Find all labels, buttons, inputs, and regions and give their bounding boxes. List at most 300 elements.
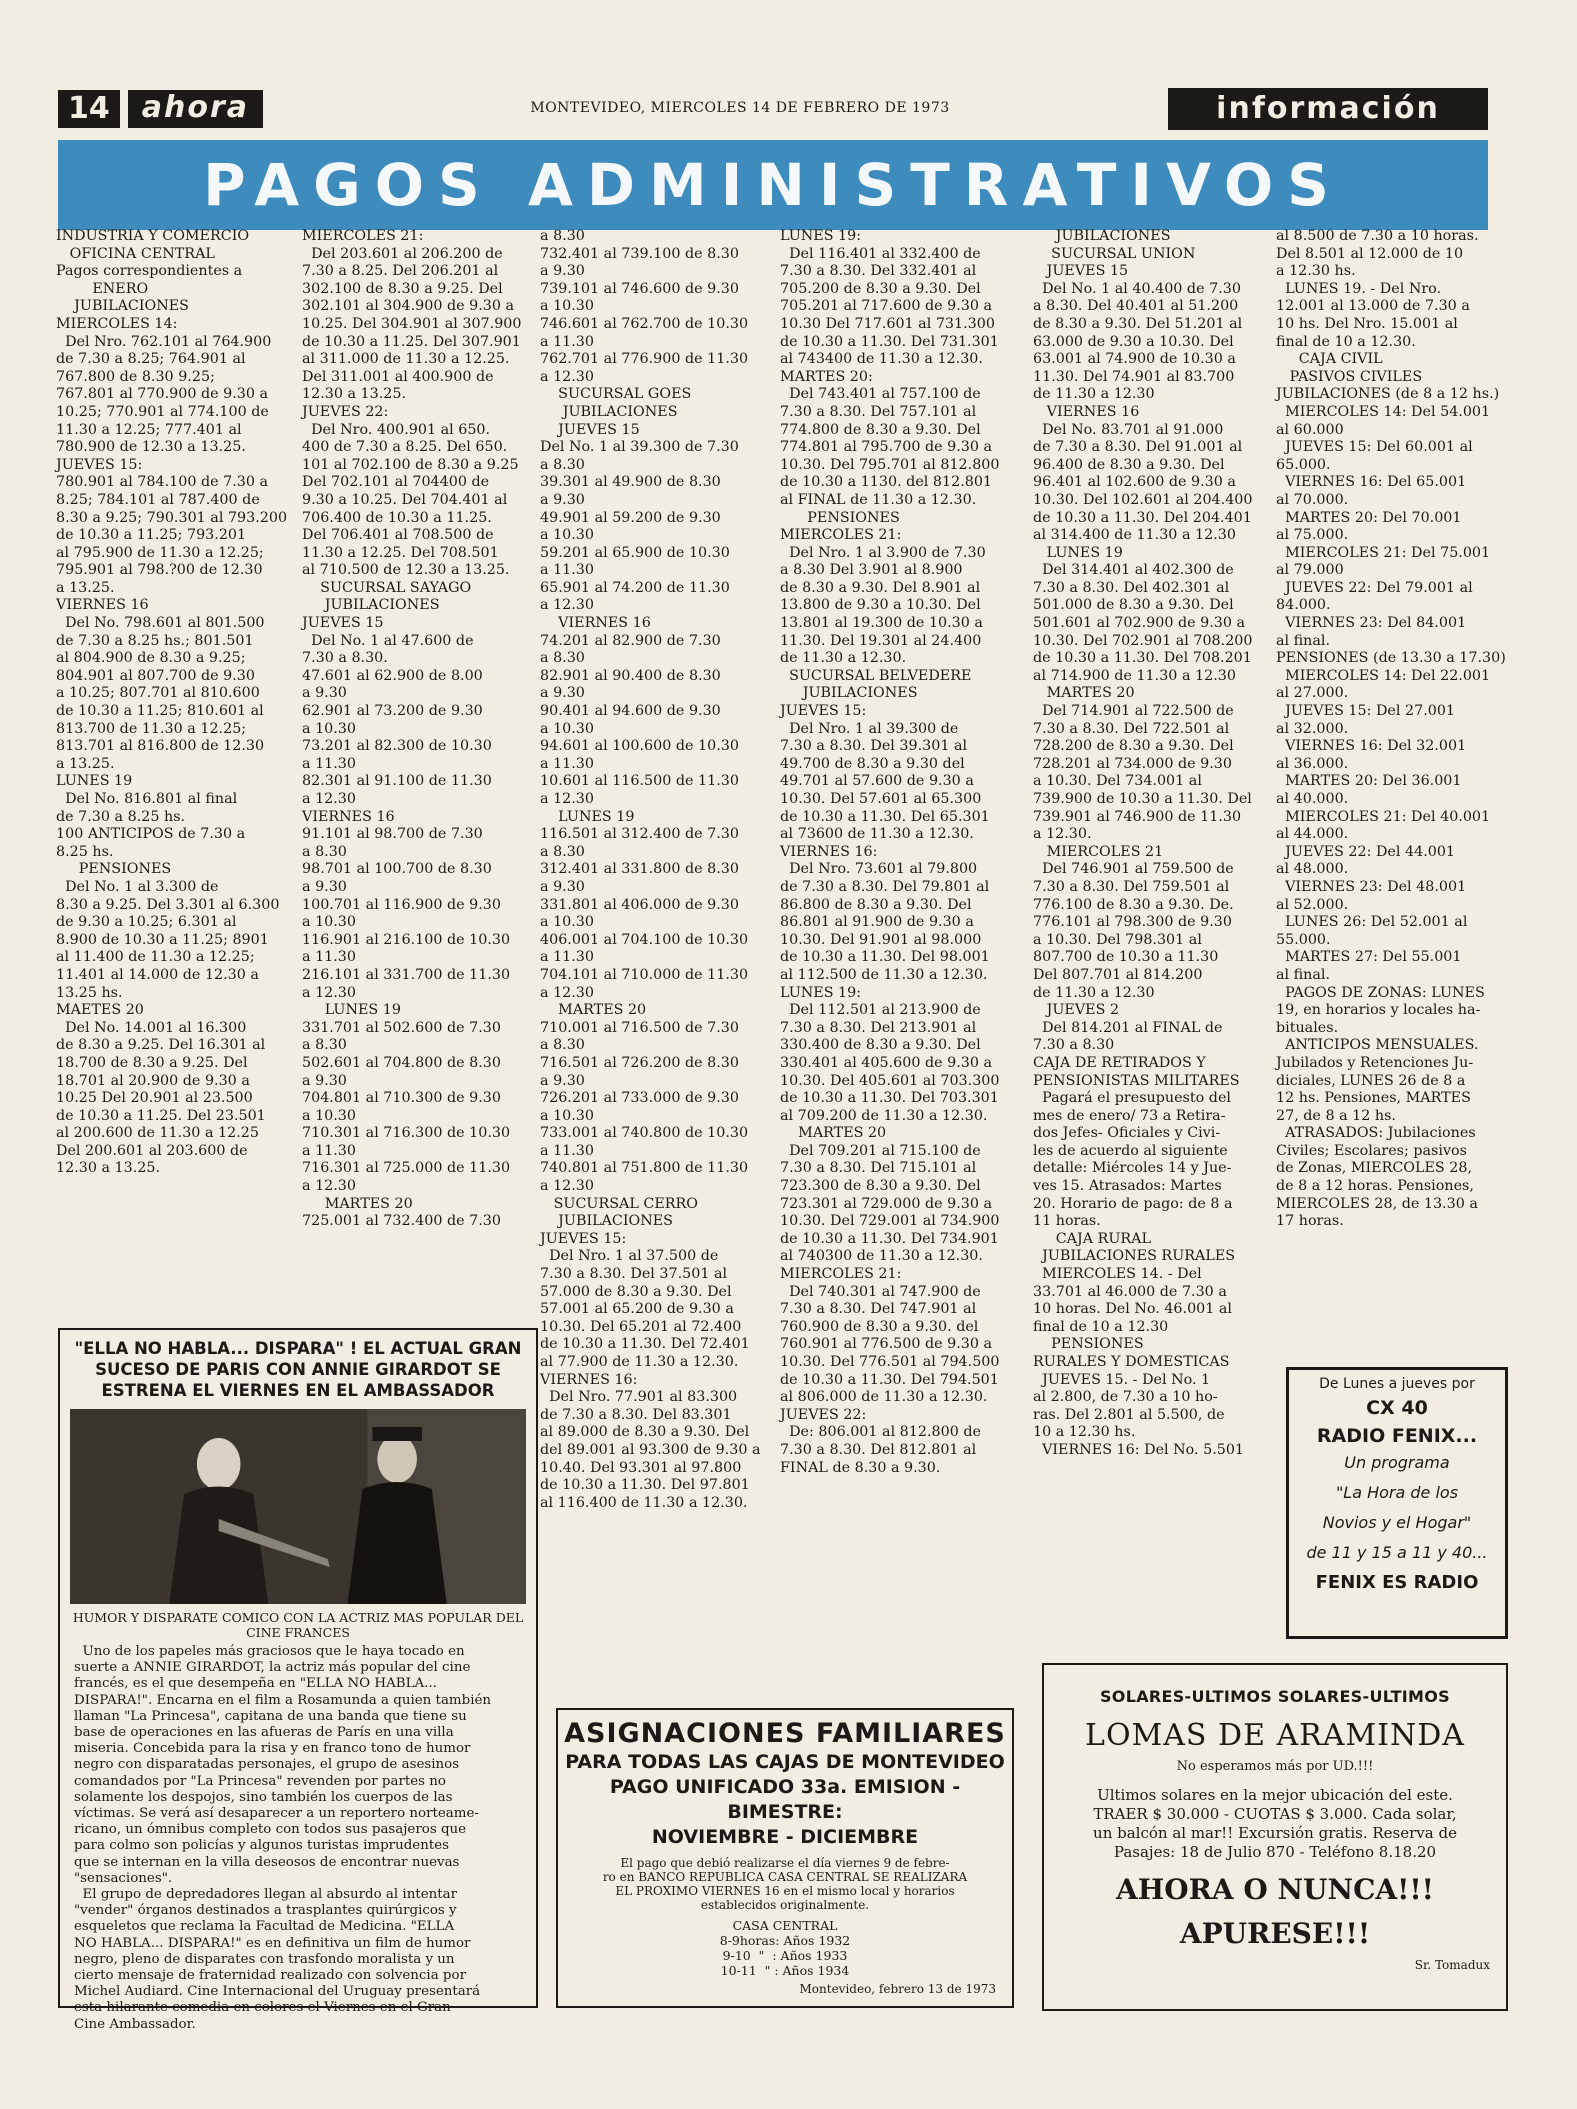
column-text-line: 100.701 al 116.900 de 9.30 xyxy=(302,896,501,913)
column-text-line: Del 203.601 al 206.200 de xyxy=(302,245,503,262)
column-text-line: de 7.30 a 8.25 hs. xyxy=(56,808,186,825)
column-text-line: 62.901 al 73.200 de 9.30 xyxy=(302,703,483,720)
article-text-line: cierto mensaje de fraternidad realizado con solvencia por xyxy=(74,1968,466,1984)
column-text-line: 813.700 de 11.30 a 12.25; xyxy=(56,720,247,737)
column-text-line: JUBILACIONES xyxy=(780,685,918,702)
column-text-line: al 740300 de 11.30 a 12.30. xyxy=(780,1248,983,1265)
column-text-line: VIERNES 16 xyxy=(302,808,395,825)
ad-text-line: Ultimos solares en la mejor ubicación del este. xyxy=(1097,1786,1453,1804)
column-text-line: INDUSTRIA Y COMERCIO xyxy=(56,228,250,244)
column-text-line: LUNES 19 xyxy=(1033,544,1123,561)
column-text-line: de 10.30 a 11.30. Del 794.501 xyxy=(780,1371,999,1388)
column-text-line: 57.001 al 65.200 de 9.30 a xyxy=(540,1301,734,1318)
column-text-line: a 12.30 xyxy=(540,1178,594,1195)
column-text-line: al final. xyxy=(1276,632,1331,649)
column-text-line: a 8.30. Del 40.401 al 51.200 xyxy=(1033,298,1239,315)
column-text-line: a 12.30 xyxy=(302,984,356,1001)
text-column-5 xyxy=(1033,228,1273,1460)
column-text-line: JUBILACIONES xyxy=(540,1213,673,1230)
column-text-line: a 8.30 xyxy=(540,843,585,860)
column-text-line: de 11.30 a 12.30 xyxy=(1033,984,1155,1001)
note-text-line: establecidos originalmente. xyxy=(700,1898,870,1912)
column-text-line: JUBILACIONES xyxy=(56,298,189,315)
column-text-line: PENSIONES xyxy=(780,509,900,526)
article-text-line: negro, pleno de disparates con trasfondo moralista y un xyxy=(74,1951,455,1967)
column-text-line: 19, en horarios y locales ha- xyxy=(1276,1002,1481,1019)
radio-fenix-ad xyxy=(1286,1367,1508,1639)
asignaciones-date: Montevideo, febrero 13 de 1973 xyxy=(799,1982,996,1996)
column-text-line: Jubilados y Retenciones Ju- xyxy=(1276,1054,1474,1071)
column-text-line: Del No. 83.701 al 91.000 xyxy=(1033,421,1224,438)
column-text-line: Del Nro. 1 al 37.500 de xyxy=(540,1248,719,1265)
column-text-line: PENSIONES xyxy=(1033,1336,1144,1353)
column-text-line: al 77.900 de 11.30 a 12.30. xyxy=(540,1354,739,1370)
column-text-line: a 8.30 xyxy=(540,456,585,473)
article-text-line: esqueletos que reclama la Facultad de Medicina. "ELLA xyxy=(74,1919,455,1935)
asignaciones-ad xyxy=(556,1708,1014,2008)
column-text-line: Del 311.001 al 400.900 de xyxy=(302,368,494,385)
column-text-line: 7.30 a 8.30. Del 747.901 al xyxy=(780,1301,977,1318)
column-text-line: 7.30 a 8.30. Del 402.301 al xyxy=(1033,579,1230,596)
column-text-line: 302.100 de 8.30 a 9.25. Del xyxy=(302,280,503,297)
column-text-line: ras. Del 2.801 al 5.500, de xyxy=(1033,1406,1225,1423)
column-text-line: Del 112.501 al 213.900 de xyxy=(780,1002,981,1019)
column-text-line: FINAL de 8.30 a 9.30. xyxy=(780,1459,941,1476)
column-text-line: 100 ANTICIPOS de 7.30 a xyxy=(56,826,246,843)
column-text-line: a 11.30 xyxy=(302,1142,356,1159)
column-text-line: al 44.000. xyxy=(1276,826,1349,843)
article-text-line: Uno de los papeles más graciosos que le haya tocado en xyxy=(74,1644,465,1659)
column-text-line: Del No. 1 al 39.300 de 7.30 xyxy=(540,439,739,456)
column-text-line: 116.901 al 216.100 de 10.30 xyxy=(302,931,511,948)
column-text-line: 10.30. Del 729.001 al 734.900 xyxy=(780,1213,1000,1230)
column-text-line: Del 740.301 al 747.900 de xyxy=(780,1283,981,1300)
column-text-line: final de 10 a 12.30 xyxy=(1033,1318,1169,1335)
column-text-line: 12 hs. Pensiones, MARTES xyxy=(1276,1090,1471,1107)
column-text-line: Del 314.401 al 402.300 de xyxy=(1033,562,1234,579)
column-text-line: 726.201 al 733.000 de 9.30 xyxy=(540,1090,739,1107)
column-text-line: SUCURSAL BELVEDERE xyxy=(780,667,972,684)
column-text-line: al 795.900 de 11.30 a 12.25; xyxy=(56,544,264,561)
column-text-line: ATRASADOS: Jubilaciones xyxy=(1276,1125,1476,1142)
schedule-row: 8-9horas: Años 1932 xyxy=(719,1933,851,1948)
column-text-line: 84.000. xyxy=(1276,597,1331,614)
column-text-line: 13.25 hs. xyxy=(56,984,123,1001)
column-text-line: al 40.000. xyxy=(1276,791,1349,807)
column-text-line: RURALES Y DOMESTICAS xyxy=(1033,1354,1230,1370)
column-text-line: a 12.30 xyxy=(302,791,356,807)
column-text-line: 10.30. Del 702.901 al 708.200 xyxy=(1033,632,1253,649)
note-text-line: El pago que debió realizarse el día viernes 9 de febre- xyxy=(620,1856,950,1870)
movie-headline: "ELLA NO HABLA... DISPARA" ! EL ACTUAL GRAN SUCESO DE PARIS CON ANNIE GIRARDOT SE ESTRENA EL VIERNES EN EL AMBASSADOR xyxy=(74,1339,522,1400)
column-text-line: 704.101 al 710.000 de 11.30 xyxy=(540,966,749,983)
asignaciones-note xyxy=(558,1856,1012,1912)
column-text-line: JUBILACIONES xyxy=(540,403,678,420)
article-text-line: para colmo son policías y algunos turistas imprudentes xyxy=(74,1838,449,1854)
column-text-line: 330.400 de 8.30 a 9.30. Del xyxy=(780,1037,981,1054)
radio-name: RADIO FENIX... xyxy=(1316,1425,1478,1447)
column-text-line: 302.101 al 304.900 de 9.30 a xyxy=(302,298,515,315)
column-text-line: 705.200 de 8.30 a 9.30. Del xyxy=(780,280,981,297)
column-text-line: a 11.30 xyxy=(540,1142,594,1159)
column-text-line: PENSIONISTAS MILITARES xyxy=(1033,1072,1240,1089)
radio-slogan: FENIX ES RADIO xyxy=(1315,1572,1479,1593)
column-text-line: 55.000. xyxy=(1276,931,1331,948)
column-text-line: JUEVES 22: xyxy=(302,403,389,420)
column-text-line: a 9.30 xyxy=(540,1072,585,1089)
column-text-line: 10.30. Del 795.701 al 812.800 xyxy=(780,456,1000,473)
column-text-line: al 709.200 de 11.30 a 12.30. xyxy=(780,1107,988,1124)
column-text-line: 502.601 al 704.800 de 8.30 xyxy=(302,1054,501,1071)
column-text-line: a 13.25. xyxy=(56,579,115,596)
column-text-line: JUEVES 15 xyxy=(1033,263,1129,280)
column-text-line: 73.201 al 82.300 de 10.30 xyxy=(302,738,492,755)
column-text-line: Del 746.901 al 759.500 de xyxy=(1033,861,1234,878)
column-text-line: PASIVOS CIVILES xyxy=(1276,368,1423,385)
column-text-line: a 10.30 xyxy=(540,1107,594,1124)
column-text-line: 216.101 al 331.700 de 11.30 xyxy=(302,966,511,983)
column-text-line: Del Nro. 73.601 al 79.800 xyxy=(780,861,978,878)
column-text-line: 101 al 702.100 de 8.30 a 9.25 xyxy=(302,456,519,473)
column-text-line: al 89.000 de 8.30 a 9.30. Del xyxy=(540,1424,750,1441)
asignaciones-schedule xyxy=(558,1918,1012,1978)
article-text-line: suerte a ANNIE GIRARDOT, la actriz más popular del cine xyxy=(74,1660,471,1676)
column-text-line: 7.30 a 8.30. xyxy=(302,650,388,667)
headline-banner xyxy=(58,140,1488,230)
column-text-line: a 10.30. Del 734.001 al xyxy=(1033,773,1202,790)
asignaciones-title: ASIGNACIONES FAMILIARES xyxy=(564,1718,1006,1749)
column-text-line: Del 814.201 al FINAL de xyxy=(1033,1019,1223,1036)
column-text-line: de 10.30 a 11.30. Del 204.401 xyxy=(1033,509,1252,526)
column-text-line: 725.001 al 732.400 de 7.30 xyxy=(302,1213,501,1230)
column-text-line: de 10.30 a 11.30. Del 703.301 xyxy=(780,1090,999,1107)
column-text-line: al 116.400 de 11.30 a 12.30. xyxy=(540,1494,748,1511)
column-text-line: de 11.30 a 12.30. xyxy=(780,650,907,667)
column-text-line: 780.900 de 12.30 a 13.25. xyxy=(56,439,246,456)
column-text-line: Del Nro. 1 al 39.300 de xyxy=(780,720,959,737)
radio-schedule: De Lunes a jueves por xyxy=(1319,1376,1475,1392)
column-text-line: a 12.30 xyxy=(540,368,594,385)
column-text-line: a 12.30 xyxy=(540,791,594,807)
column-text-line: de 9.30 a 10.25; 6.301 al xyxy=(56,914,237,931)
column-text-line: 63.000 de 9.30 a 10.30. Del xyxy=(1033,333,1234,350)
column-text-line: JUEVES 15: xyxy=(56,456,143,473)
column-text-line: VIERNES 16 xyxy=(540,615,651,632)
movie-still-image xyxy=(70,1409,526,1604)
movie-photo xyxy=(70,1409,526,1604)
column-text-line: a 9.30 xyxy=(540,491,585,508)
column-text-line: MIERCOLES 21: xyxy=(780,1266,902,1283)
column-text-line: del 89.001 al 93.300 de 9.30 a xyxy=(540,1441,761,1458)
radio-line: Novios y el Hogar" xyxy=(1322,1513,1472,1532)
solares-header: SOLARES-ULTIMOS SOLARES-ULTIMOS xyxy=(1099,1687,1450,1706)
solares-name: LOMAS DE ARAMINDA xyxy=(1085,1718,1465,1753)
column-text-line: MARTES 27: Del 55.001 xyxy=(1276,949,1462,966)
column-text-line: SUCURSAL GOES xyxy=(540,386,692,403)
text-column-4 xyxy=(780,228,1025,1477)
column-text-line: LUNES 26: Del 52.001 al xyxy=(1276,914,1468,931)
column-text-line: 705.201 al 717.600 de 9.30 a xyxy=(780,298,993,315)
column-text-line: 96.401 al 102.600 de 9.30 a xyxy=(1033,474,1236,491)
column-text-line: SUCURSAL CERRO xyxy=(540,1195,699,1212)
column-text-line: Del Nro. 762.101 al 764.900 xyxy=(56,333,272,350)
column-text-line: 330.401 al 405.600 de 9.30 a xyxy=(780,1054,993,1071)
column-text-line: bituales. xyxy=(1276,1019,1339,1036)
asignaciones-line-3: NOVIEMBRE - DICIEMBRE xyxy=(651,1826,919,1848)
column-text-line: 740.801 al 751.800 de 11.30 xyxy=(540,1160,749,1177)
column-text-line: de 10.30 a 11.30. Del 98.001 xyxy=(780,949,990,966)
column-text-line: a 10.30 xyxy=(540,527,594,544)
column-text-line: 8.900 de 10.30 a 11.25; 8901 xyxy=(56,931,269,948)
schedule-row: 9-10 " : Años 1933 xyxy=(722,1948,848,1963)
column-text-line: Del 743.401 al 757.100 de xyxy=(780,386,981,403)
column-text-line: JUBILACIONES RURALES xyxy=(1033,1248,1236,1265)
column-text-line: al 200.600 de 11.30 a 12.25 xyxy=(56,1125,259,1142)
column-text-line: JUBILACIONES (de 8 a 12 hs.) xyxy=(1276,386,1500,403)
column-text-line: MIERCOLES 21: xyxy=(302,228,424,244)
column-text-line: Del No. 1 al 47.600 de xyxy=(302,632,474,649)
asignaciones-line-1: PARA TODAS LAS CAJAS DE MONTEVIDEO xyxy=(565,1751,1005,1773)
column-text-line: 331.801 al 406.000 de 9.30 xyxy=(540,896,739,913)
movie-article xyxy=(58,1328,538,2032)
column-text-line: a 9.30 xyxy=(302,1072,347,1089)
column-text-line: a 10.30 xyxy=(540,720,594,737)
column-text-line: 733.001 al 740.800 de 10.30 xyxy=(540,1125,749,1142)
article-text-line: francés, es el que desempeña en "ELLA NO HABLA... xyxy=(74,1676,437,1692)
column-text-line: de 10.30 a 11.25; 793.201 xyxy=(56,527,247,544)
column-text-line: 400 de 7.30 a 8.25. Del 650. xyxy=(302,439,508,456)
article-text-line: esta hilarante comedia en colores el Viernes en el Gran xyxy=(74,2000,451,2016)
column-text-line: 7.30 a 8.30. Del 37.501 al xyxy=(540,1266,728,1283)
column-text-line: JUEVES 15. - Del No. 1 xyxy=(1033,1371,1211,1388)
column-text-line: detalle: Miércoles 14 y Jue- xyxy=(1033,1160,1232,1177)
column-text-line: Del Nro. 1 al 3.900 de 7.30 xyxy=(780,544,986,561)
column-text-line: al 52.000. xyxy=(1276,896,1349,913)
column-text-line: 11.401 al 14.000 de 12.30 a xyxy=(56,966,259,983)
radio-callsign: CX 40 xyxy=(1366,1397,1428,1419)
column-text-line: JUEVES 15: xyxy=(780,703,867,720)
column-text-line: ves 15. Atrasados: Martes xyxy=(1033,1178,1222,1195)
column-text-line: 767.801 al 770.900 de 9.30 a xyxy=(56,386,269,403)
column-text-line: al 11.400 de 11.30 a 12.25; xyxy=(56,949,255,966)
column-text-line: a 10.30 xyxy=(302,914,356,931)
column-text-line: VIERNES 23: Del 48.001 xyxy=(1276,878,1467,895)
article-text-line: que se internan en la villa deseosos de encontrar nuevas xyxy=(74,1854,460,1870)
column-text-line: MIERCOLES 14: Del 22.001 xyxy=(1276,667,1491,684)
article-text-line: El grupo de depredadores llegan al absurdo al intentar xyxy=(74,1887,458,1903)
column-text-line: a 12.30 xyxy=(302,1178,356,1195)
column-text-line: a 12.30 xyxy=(540,984,594,1001)
column-text-line: 776.101 al 798.300 de 9.30 xyxy=(1033,914,1232,931)
column-text-line: 10.601 al 116.500 de 11.30 xyxy=(540,773,739,790)
column-text-line: 65.901 al 74.200 de 11.30 xyxy=(540,579,730,596)
column-text-line: 116.501 al 312.400 de 7.30 xyxy=(540,826,739,843)
article-text-line: ricano, un ómnibus completo con todos sus pasajeros que xyxy=(74,1822,467,1838)
column-text-line: MARTES 20: Del 70.001 xyxy=(1276,509,1462,526)
column-text-line: a 9.30 xyxy=(540,685,585,702)
column-text-line: 7.30 a 8.30. Del 722.501 al xyxy=(1033,720,1230,737)
column-text-line: 739.901 al 746.900 de 11.30 xyxy=(1033,808,1242,825)
column-text-line: 18.701 al 20.900 de 9.30 a xyxy=(56,1072,250,1089)
dateline: MONTEVIDEO, MIERCOLES 14 DE FEBRERO DE 1973 xyxy=(530,100,950,116)
column-text-line: diciales, LUNES 26 de 8 a xyxy=(1276,1072,1466,1089)
column-text-line: 11 horas. xyxy=(1033,1213,1101,1230)
column-text-line: 18.700 de 8.30 a 9.25. Del xyxy=(56,1054,248,1071)
column-text-line: 7.30 a 8.30. Del 759.501 al xyxy=(1033,878,1230,895)
text-column-6 xyxy=(1276,228,1522,1231)
article-text-line: Michel Audiard. Cine Internacional del Uruguay presentará xyxy=(74,1984,481,2000)
column-text-line: al 2.800, de 7.30 a 10 ho- xyxy=(1033,1389,1218,1406)
column-text-line: 710.001 al 716.500 de 7.30 xyxy=(540,1019,739,1036)
solares-cta: APURESE!!! xyxy=(1179,1917,1371,1950)
column-text-line: de 10.30 a 11.30. Del 708.201 xyxy=(1033,650,1252,667)
column-text-line: MIERCOLES 14: Del 54.001 xyxy=(1276,403,1491,420)
column-text-line: 7.30 a 8.25. Del 206.201 al xyxy=(302,263,499,280)
column-text-line: 20. Horario de pago: de 8 a xyxy=(1033,1195,1233,1212)
section-label: información xyxy=(1168,88,1488,130)
column-text-line: JUEVES 15: Del 60.001 al xyxy=(1276,439,1473,456)
column-text-line: a 11.30 xyxy=(540,333,594,350)
column-text-line: 807.700 de 10.30 a 11.30 xyxy=(1033,949,1219,966)
column-text-line: 7.30 a 8.30. Del 213.901 al xyxy=(780,1019,977,1036)
column-text-line: al 806.000 de 11.30 a 12.30. xyxy=(780,1389,988,1406)
column-text-line: 795.901 al 798.?00 de 12.30 xyxy=(56,562,263,579)
column-text-line: 8.30 a 9.25; 790.301 al 793.200 xyxy=(56,509,288,526)
column-text-line: a 9.30 xyxy=(540,263,585,280)
column-text-line: 11.30. Del 19.301 al 24.400 xyxy=(780,632,982,649)
column-text-line: de 10.30 a 11.25. Del 307.901 xyxy=(302,333,521,350)
column-text-line: a 8.30 xyxy=(302,843,347,860)
column-text-line: de 7.30 a 8.30. Del 79.801 al xyxy=(780,878,990,895)
article-text-line: comandados por "La Princesa" revenden por partes no xyxy=(74,1773,446,1789)
column-text-line: de 7.30 a 8.25; 764.901 al xyxy=(56,351,246,368)
column-text-line: 10.25; 770.901 al 774.100 de xyxy=(56,403,269,420)
column-text-line: a 8.30 xyxy=(540,650,585,667)
column-text-line: Pagos correspondientes a xyxy=(56,263,243,280)
page-number: 14 xyxy=(58,90,120,128)
column-text-line: 10.30. Del 65.201 al 72.400 xyxy=(540,1318,742,1335)
column-text-line: ENERO xyxy=(56,280,149,297)
column-text-line: de 10.30 a 11.30. Del 731.301 xyxy=(780,333,999,350)
schedule-heading: CASA CENTRAL xyxy=(732,1918,838,1933)
column-text-line: VIERNES 23: Del 84.001 xyxy=(1276,615,1467,632)
column-text-line: 706.400 de 10.30 a 11.25. xyxy=(302,509,492,526)
column-text-line: 39.301 al 49.900 de 8.30 xyxy=(540,474,721,491)
column-text-line: 774.800 de 8.30 a 9.30. Del xyxy=(780,421,981,438)
column-text-line: Del 200.601 al 203.600 de xyxy=(56,1142,248,1159)
column-text-line: 91.101 al 98.700 de 7.30 xyxy=(302,826,483,843)
column-text-line: dos Jefes- Oficiales y Civi- xyxy=(1033,1125,1221,1142)
column-text-line: al 32.000. xyxy=(1276,720,1349,737)
column-text-line: 10.30. Del 91.901 al 98.000 xyxy=(780,931,982,948)
column-text-line: VIERNES 16: Del No. 5.501 xyxy=(1033,1441,1245,1458)
column-text-line: a 10.30. Del 798.301 al xyxy=(1033,931,1202,948)
column-text-line: 501.601 al 702.900 de 9.30 a xyxy=(1033,615,1246,632)
column-text-line: 776.100 de 8.30 a 9.30. De. xyxy=(1033,896,1234,913)
column-text-line: MIERCOLES 14: xyxy=(56,315,178,332)
column-text-line: de 8 a 12 horas. Pensiones, xyxy=(1276,1178,1474,1195)
radio-line: Un programa xyxy=(1344,1453,1450,1472)
headline: PAGOS ADMINISTRATIVOS xyxy=(203,151,1343,219)
column-text-line: a 11.30 xyxy=(540,949,594,966)
column-text-line: 12.001 al 13.000 de 7.30 a xyxy=(1276,298,1470,315)
article-text-line: llaman "La Princesa", capitana de una banda que tiene su xyxy=(74,1708,467,1724)
column-text-line: a 12.30 hs. xyxy=(1276,263,1356,280)
column-text-line: 17 horas. xyxy=(1276,1213,1344,1230)
column-text-line: al 314.400 de 11.30 a 12.30 xyxy=(1033,527,1236,544)
article-text-line: DISPARA!". Encarna en el film a Rosamunda a quien también xyxy=(74,1692,492,1708)
column-text-line: al 79.000 xyxy=(1276,562,1344,579)
column-text-line: 49.701 al 57.600 de 9.30 a xyxy=(780,773,974,790)
column-text-line: a 10.30 xyxy=(540,914,594,931)
column-text-line: 10.30. Del 57.601 al 65.300 xyxy=(780,791,982,807)
article-text-line: solamente los despojos, sino también los cuerpos de las xyxy=(74,1789,453,1805)
text-column-1 xyxy=(56,228,296,1178)
column-text-line: 49.700 de 8.30 a 9.30 del xyxy=(780,755,965,772)
text-column-2 xyxy=(302,228,532,1231)
column-text-line: a 9.30 xyxy=(540,878,585,895)
movie-body-text xyxy=(60,1640,536,2033)
column-text-line: PENSIONES (de 13.30 a 17.30) xyxy=(1276,650,1506,667)
column-text-line: 12.30 a 13.25. xyxy=(56,1160,161,1177)
column-text-line: a 11.30 xyxy=(302,755,356,772)
column-text-line: Del No. 1 al 3.300 de xyxy=(56,878,219,895)
column-text-line: 27, de 8 a 12 hs. xyxy=(1276,1107,1396,1124)
column-text-line: MIERCOLES 21: Del 40.001 xyxy=(1276,808,1491,825)
column-text-line: 723.300 de 8.30 a 9.30. Del xyxy=(780,1178,981,1195)
column-text-line: 746.601 al 762.700 de 10.30 xyxy=(540,315,749,332)
column-text-line: a 8.30 xyxy=(540,1037,585,1054)
column-text-line: LUNES 19 xyxy=(540,808,635,825)
column-text-line: 312.401 al 331.800 de 8.30 xyxy=(540,861,739,878)
column-text-line: a 9.30 xyxy=(302,878,347,895)
column-text-line: Del 702.101 al 704400 de xyxy=(302,474,490,491)
article-text-line: negro con disparatadas personajes, el grupo de asesinos xyxy=(74,1757,460,1773)
column-text-line: JUBILACIONES xyxy=(1033,228,1171,244)
column-text-line: 63.001 al 74.900 de 10.30 a xyxy=(1033,351,1236,368)
column-text-line: de 10.30 a 11.30. Del 72.401 xyxy=(540,1336,750,1353)
column-text-line: de 10.30 a 11.30. Del 734.901 xyxy=(780,1230,999,1247)
masthead xyxy=(58,90,263,128)
article-text-line: Cine Ambassador. xyxy=(74,2016,196,2032)
column-text-line: 12.30 a 13.25. xyxy=(302,386,407,403)
column-text-line: 74.201 al 82.900 de 7.30 xyxy=(540,632,721,649)
column-text-line: al FINAL de 11.30 a 12.30. xyxy=(780,491,977,508)
column-text-line: 501.000 de 8.30 a 9.30. Del xyxy=(1033,597,1234,614)
column-text-line: MARTES 20: xyxy=(780,368,873,385)
radio-line: "La Hora de los xyxy=(1335,1483,1459,1502)
newspaper-logo: ahora xyxy=(128,90,263,128)
column-text-line: de 7.30 a 8.30. Del 91.001 al xyxy=(1033,439,1243,456)
column-text-line: de 8.30 a 9.25. Del 16.301 al xyxy=(56,1037,266,1054)
column-text-line: de 7.30 a 8.25 hs.; 801.501 xyxy=(56,632,254,649)
column-text-line: 11.30 a 12.25. Del 708.501 xyxy=(302,544,499,561)
column-text-line: CAJA CIVIL xyxy=(1276,351,1383,368)
column-text-line: 704.801 al 710.300 de 9.30 xyxy=(302,1090,501,1107)
column-text-line: VIERNES 16 xyxy=(1033,403,1140,420)
column-text-line: 774.801 al 795.700 de 9.30 a xyxy=(780,439,993,456)
solares-ad xyxy=(1042,1663,1508,2011)
column-text-line: CAJA DE RETIRADOS Y xyxy=(1033,1054,1206,1071)
column-text-line: 728.200 de 8.30 a 9.30. Del xyxy=(1033,738,1234,755)
column-text-line: JUBILACIONES xyxy=(302,597,440,614)
column-text-line: MIERCOLES 14. - Del xyxy=(1033,1266,1202,1283)
note-text-line: ro en BANCO REPUBLICA CASA CENTRAL SE REALIZARA xyxy=(602,1870,968,1884)
column-text-line: Del Nro. 400.901 al 650. xyxy=(302,421,491,438)
column-text-line: MARTES 20: Del 36.001 xyxy=(1276,773,1462,790)
column-text-line: JUEVES 15: Del 27.001 xyxy=(1276,703,1456,720)
column-text-line: Del 116.401 al 332.400 de xyxy=(780,245,981,262)
